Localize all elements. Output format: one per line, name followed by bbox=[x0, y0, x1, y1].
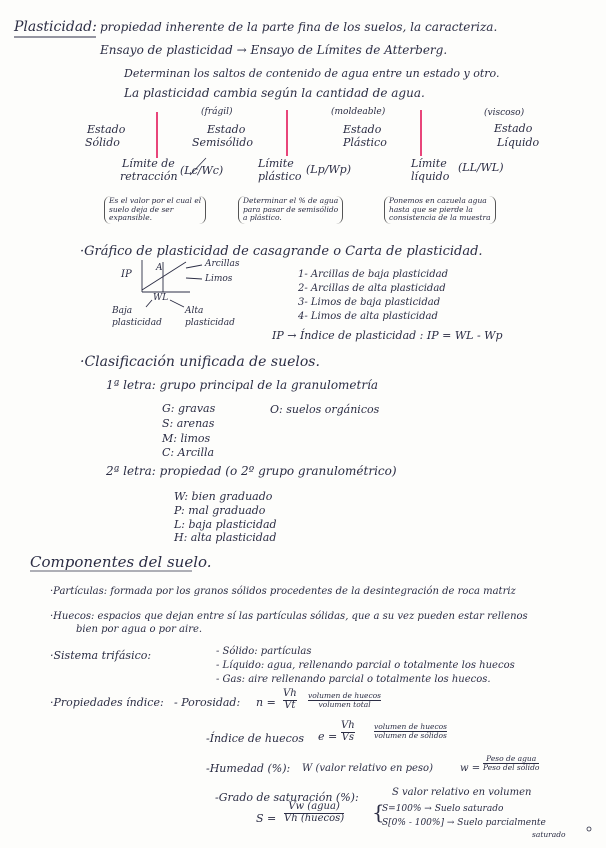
legend-item-3: 3- Limos de baja plasticidad bbox=[298, 297, 441, 308]
indice-fraction bbox=[341, 721, 355, 743]
grupo-m: M: limos bbox=[162, 432, 211, 445]
porosidad-words bbox=[308, 692, 381, 709]
legend-item-2: 2- Arcillas de alta plasticidad bbox=[298, 283, 446, 294]
s-100: S=100% → Suelo saturado bbox=[382, 804, 504, 814]
componentes-heading: Componentes del suelo. bbox=[30, 553, 212, 571]
e-eq: e = bbox=[318, 730, 338, 743]
indice-huecos-label: -Índice de huecos bbox=[206, 732, 305, 745]
limit-line-retraccion bbox=[156, 112, 158, 158]
chart-pointer-alta bbox=[170, 300, 184, 307]
clasificacion-heading: ·Clasificación unificada de suelos. bbox=[80, 354, 320, 370]
prop-p: P: mal graduado bbox=[174, 504, 266, 517]
grupo-g: G: gravas bbox=[162, 402, 216, 415]
saturacion-fraction bbox=[284, 802, 344, 824]
ensayo-line: Ensayo de plasticidad → Ensayo de Límites de Atterberg. bbox=[100, 43, 448, 57]
casagrande-heading: ·Gráfico de plasticidad de casagrande o Carta de plasticidad. bbox=[80, 244, 483, 259]
humedad-den: Peso del sólido bbox=[483, 762, 540, 772]
chart-limos-label: Limos bbox=[205, 274, 233, 284]
state-liquido-l1: Estado bbox=[494, 122, 533, 135]
limit-line-plastico bbox=[286, 110, 288, 156]
limit-line-liquido bbox=[420, 110, 422, 156]
indice-words-num: volumen de huecos bbox=[374, 722, 448, 731]
limit-retraccion-abbr: (Lc/Wc) bbox=[180, 164, 224, 177]
indice-den: Vs bbox=[341, 731, 355, 743]
ip-formula: IP → Índice de plasticidad : IP = WL - Wp bbox=[272, 329, 503, 342]
prop-h: H: alta plasticidad bbox=[174, 531, 277, 544]
saturacion-num: Vw (agua) bbox=[288, 801, 340, 812]
limit-plastico-l2: plástico bbox=[258, 170, 302, 183]
s-saturado: saturado bbox=[532, 830, 566, 839]
limit-retraccion-l2: retracción bbox=[120, 170, 178, 183]
note-liquido: Ponemos en cazuela agua hasta que se pierde la consistencia de la muestra bbox=[384, 196, 496, 224]
saturacion-desc: S valor relativo en volumen bbox=[392, 787, 532, 798]
prop-w: W: bien graduado bbox=[174, 490, 273, 503]
n-eq: n = bbox=[256, 696, 276, 709]
state-solido-l1: Estado bbox=[87, 123, 126, 136]
s-partial: S[0% - 100%] → Suelo parcialmente bbox=[382, 818, 546, 828]
saturacion-brace: { bbox=[372, 800, 385, 824]
humedad-num: Peso de agua bbox=[486, 754, 537, 763]
s-eq: S = bbox=[256, 812, 277, 825]
casagrande-chart bbox=[142, 260, 202, 307]
state-solido-l2: Sólido bbox=[85, 136, 120, 149]
huecos-line-2: bien por agua o por aire. bbox=[76, 624, 203, 635]
porosidad-words-num: volumen de huecos bbox=[308, 691, 382, 700]
porosidad-num: Vh bbox=[283, 688, 297, 699]
prop-l: L: baja plasticidad bbox=[174, 518, 277, 531]
chart-arcillas-label: Arcillas bbox=[205, 259, 240, 269]
porosidad-den: Vt bbox=[284, 699, 296, 711]
chart-baja-label: Baja plasticidad bbox=[112, 306, 162, 328]
state-plastico-l1: Estado bbox=[343, 123, 382, 136]
fase-gas: - Gas: aire rellenando parcial o totalmente los huecos. bbox=[216, 674, 491, 685]
chart-ip-label: IP bbox=[121, 269, 132, 280]
state-semisolido-l2: Semisólido bbox=[192, 136, 253, 149]
humedad-label: -Humedad (%): bbox=[206, 762, 291, 775]
page-mark bbox=[587, 827, 591, 831]
state-liquido-l2: Líquido bbox=[497, 136, 540, 149]
humedad-desc: W (valor relativo en peso) bbox=[302, 763, 433, 774]
letra2-line: 2ª letra: propiedad (o 2º grupo granulométrico) bbox=[106, 464, 397, 478]
legend-item-4: 4- Limos de alta plasticidad bbox=[298, 311, 438, 322]
indice-num: Vh bbox=[341, 720, 355, 731]
saturacion-label: -Grado de saturación (%): bbox=[215, 791, 359, 804]
legend-item-1: 1- Arcillas de baja plasticidad bbox=[298, 269, 448, 280]
porosidad-label: - Porosidad: bbox=[174, 696, 241, 709]
state-semisolido-l1: Estado bbox=[207, 123, 246, 136]
cambia-line: La plasticidad cambia según la cantidad de agua. bbox=[124, 86, 425, 100]
chart-wl-label: WL bbox=[153, 293, 169, 303]
limit-plastico-l1: Límite bbox=[258, 157, 294, 170]
limit-retraccion-l1: Límite de bbox=[122, 157, 175, 170]
chart-pointer-limos bbox=[186, 278, 202, 279]
porosidad-words-den: volumen total bbox=[318, 699, 371, 709]
grupo-c: C: Arcilla bbox=[162, 446, 215, 459]
chart-a-label: A bbox=[156, 263, 163, 273]
chart-a-line bbox=[142, 262, 186, 290]
state-tag-liquido: (viscoso) bbox=[484, 108, 525, 118]
limit-plastico-abbr: (Lp/Wp) bbox=[306, 163, 351, 176]
note-retraccion: Es el valor por el cual el suelo deja de ser expansible. bbox=[104, 196, 206, 224]
porosidad-fraction bbox=[283, 689, 297, 711]
grupo-s: S: arenas bbox=[162, 417, 215, 430]
fase-liquido: - Líquido: agua, rellenando parcial o totalmente los huecos bbox=[216, 660, 515, 671]
limit-liquido-l1: Límite bbox=[411, 157, 447, 170]
fase-solido: - Sólido: partículas bbox=[216, 646, 312, 657]
state-plastico-l2: Plástico bbox=[343, 136, 387, 149]
indices-heading: ·Propiedades índice: bbox=[50, 696, 164, 709]
determinan-line: Determinan los saltos de contenido de agua entre un estado y otro. bbox=[124, 67, 500, 80]
humedad-fraction bbox=[483, 755, 539, 772]
huecos-line-1: ·Huecos: espacios que dejan entre sí las partículas sólidas, que a su vez pueden estar rellenos bbox=[50, 611, 528, 622]
particulas-line: ·Partículas: formada por los granos sólidos procedentes de la desintegración de roca matriz bbox=[50, 586, 516, 597]
plasticidad-definition: propiedad inherente de la parte fina de los suelos, la caracteriza. bbox=[100, 20, 498, 34]
chart-pointer-arcillas bbox=[186, 265, 202, 268]
note-plastico: Determinar el % de agua para pasar de semisólido a plástico. bbox=[238, 196, 343, 224]
limit-liquido-l2: líquido bbox=[411, 170, 450, 183]
limit-liquido-abbr: (LL/WL) bbox=[458, 161, 504, 174]
sistema-heading: ·Sistema trifásico: bbox=[50, 649, 152, 662]
saturacion-den: Vh (huecos) bbox=[284, 812, 345, 824]
state-tag-plastico: (moldeable) bbox=[331, 107, 386, 117]
grupo-o: O: suelos orgánicos bbox=[270, 403, 380, 416]
w-eq: w = bbox=[460, 763, 481, 774]
letra1-line: 1ª letra: grupo principal de la granulometría bbox=[106, 378, 379, 392]
plasticidad-heading: Plasticidad: bbox=[14, 19, 97, 35]
state-tag-semisolido: (frágil) bbox=[201, 107, 233, 117]
chart-alta-label: Alta plasticidad bbox=[185, 306, 235, 328]
indice-words bbox=[374, 723, 447, 740]
indice-words-den: volumen de sólidos bbox=[374, 730, 447, 740]
